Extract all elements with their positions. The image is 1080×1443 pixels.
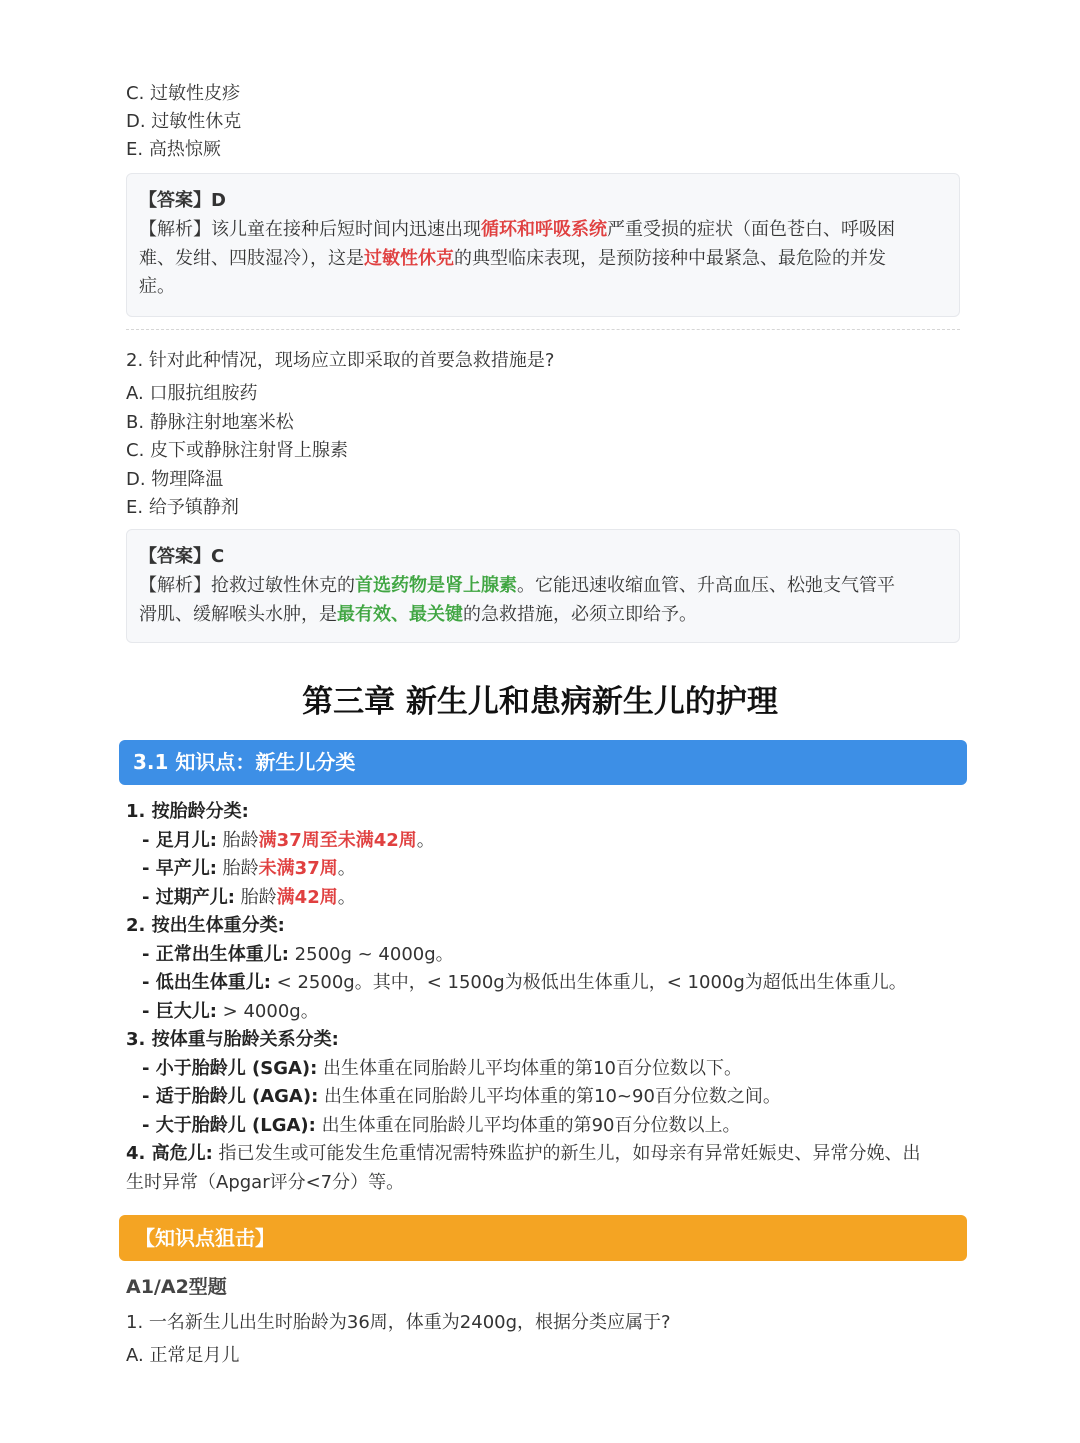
- list-item: - 低出生体重儿: < 2500g。其中，< 1500g为极低出生体重儿，< 1000g为超低出生体重儿。: [142, 972, 907, 993]
- list-item-continued: 生时异常（Apgar评分<7分）等。: [126, 1171, 405, 1193]
- dashed-divider: [126, 329, 960, 330]
- option-e: E. 高热惊厥: [126, 139, 221, 160]
- answer-label: 【答案】C: [139, 546, 225, 567]
- option-a: A. 口服抗组胺药: [126, 383, 258, 404]
- question-text: 1. 一名新生儿出生时胎龄为36周，体重为2400g，根据分类应属于?: [126, 1312, 671, 1333]
- list-item: - 小于胎龄儿 (SGA): 出生体重在同胎龄儿平均体重的第10百分位数以下。: [142, 1057, 742, 1079]
- option-d: D. 过敏性休克: [126, 111, 242, 132]
- question-1-new: [126, 1308, 671, 1371]
- option-b: B. 静脉注射地塞米松: [126, 411, 294, 433]
- section-header: 3.1 知识点：新生儿分类: [119, 740, 967, 785]
- list-item: - 早产儿: 胎龄未满37周。: [142, 858, 356, 879]
- question-type: A1/A2型题: [126, 1276, 227, 1298]
- group-title: 2. 按出生体重分类:: [126, 915, 285, 936]
- group-title: 1. 按胎龄分类:: [126, 801, 249, 822]
- explanation: 【解析】该儿童在接种后短时间内迅速出现循环和呼吸系统严重受损的症状（面色苍白、呼吸困 难、发绀、四肢湿冷），这是过敏性休克的典型临床表现，是预防接种中最紧急、最危险的并发 症。: [139, 219, 895, 297]
- list-item: - 足月儿: 胎龄满37周至未满42周。: [142, 829, 435, 851]
- list-item: - 大于胎龄儿 (LGA): 出生体重在同胎龄儿平均体重的第90百分位数以上。: [142, 1114, 741, 1136]
- option-c: C. 过敏性皮疹: [126, 83, 241, 104]
- question-text: 2. 针对此种情况，现场应立即采取的首要急救措施是?: [126, 350, 555, 371]
- option-d: D. 物理降温: [126, 468, 224, 490]
- practice-header: 【知识点狙击】: [119, 1215, 967, 1261]
- list-item: 4. 高危儿: 指已发生或可能发生危重情况需特殊监护的新生儿，如母亲有异常妊娠史、异常分娩、出: [126, 1143, 921, 1164]
- list-item: - 适于胎龄儿 (AGA): 出生体重在同胎龄儿平均体重的第10~90百分位数之间。: [142, 1086, 781, 1107]
- answer-box: [126, 173, 960, 317]
- highlight: 首选药物是肾上腺素: [355, 575, 517, 596]
- list-item: - 正常出生体重儿: 2500g ~ 4000g。: [142, 943, 454, 965]
- option-e: E. 给予镇静剂: [126, 497, 239, 518]
- explanation: 【解析】抢救过敏性休克的首选药物是肾上腺素。它能迅速收缩血管、升高血压、松弛支气管平 滑肌、缓解喉头水肿，是最有效、最关键的急救措施，必须立即给予。: [139, 575, 895, 625]
- knowledge-points: [126, 798, 960, 1197]
- group-title: 3. 按体重与胎龄关系分类:: [126, 1029, 339, 1050]
- highlight: 循环和呼吸系统: [481, 219, 607, 240]
- answer-box: [126, 529, 960, 643]
- option-c: C. 皮下或静脉注射肾上腺素: [126, 440, 349, 461]
- option-a: A. 正常足月儿: [126, 1345, 240, 1366]
- chapter-title: 第三章 新生儿和患病新生儿的护理: [302, 684, 778, 720]
- answer-label: 【答案】D: [139, 190, 226, 211]
- question-2: [126, 346, 554, 523]
- list-item: - 过期产儿: 胎龄满42周。: [142, 886, 356, 908]
- list-item: - 巨大儿: > 4000g。: [142, 1000, 319, 1022]
- question-options: [126, 80, 241, 164]
- highlight: 最有效、最关键: [337, 603, 463, 625]
- highlight: 过敏性休克: [364, 247, 454, 269]
